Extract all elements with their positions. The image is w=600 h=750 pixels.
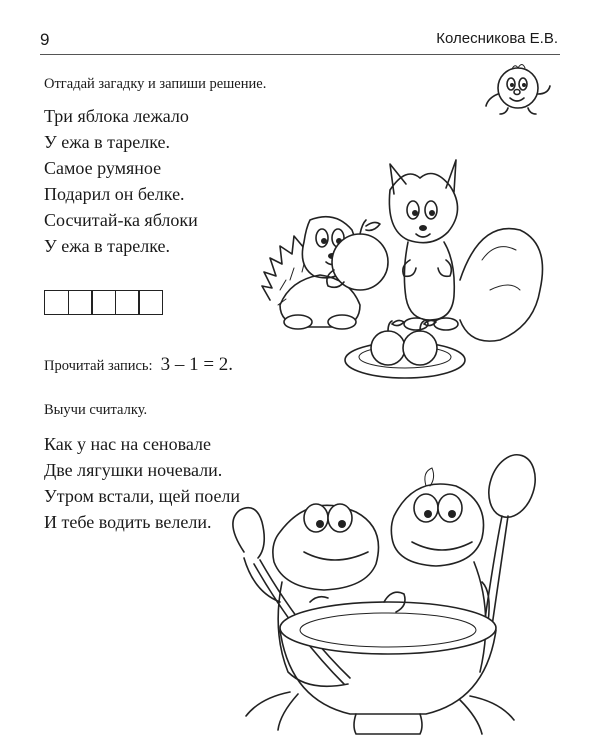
answer-box[interactable] <box>138 290 163 315</box>
kolobok-illustration <box>476 58 556 118</box>
read-row <box>44 354 233 376</box>
answer-box[interactable] <box>115 290 140 315</box>
answer-boxes[interactable] <box>44 290 162 315</box>
author-name: Колесникова Е.В. <box>436 30 558 47</box>
answer-box[interactable] <box>91 290 116 315</box>
riddle-line: Три яблока лежало <box>44 106 189 126</box>
frogs-illustration <box>220 452 560 737</box>
riddle-line: У ежа в тарелке. <box>44 132 170 152</box>
riddle-line: Самое румяное <box>44 158 162 178</box>
riddle-instruction: Отгадай загадку и запиши решение. <box>44 76 267 92</box>
rhyme-line: Утром встали, щей поели <box>44 486 241 506</box>
rhyme-line: Как у нас на сеновале <box>44 434 211 454</box>
equation: 3 – 1 = 2. <box>160 354 234 375</box>
rhyme-instruction: Выучи считалку. <box>44 402 148 418</box>
riddle-line: Подарил он белке. <box>44 184 185 204</box>
read-label: Прочитай запись: <box>44 358 153 374</box>
page-number: 9 <box>40 30 50 49</box>
hedgehog-squirrel-illustration <box>250 110 550 390</box>
rhyme-line: И тебе водить велели. <box>44 512 212 532</box>
riddle-line: Сосчитай-ка яблоки <box>44 210 198 230</box>
riddle-line: У ежа в тарелке. <box>44 236 170 256</box>
header-rule <box>40 54 560 55</box>
rhyme-line: Две лягушки ночевали. <box>44 460 223 480</box>
answer-box[interactable] <box>68 290 93 315</box>
answer-box[interactable] <box>44 290 69 315</box>
rhyme-poem <box>44 431 240 535</box>
riddle-poem <box>44 103 198 259</box>
